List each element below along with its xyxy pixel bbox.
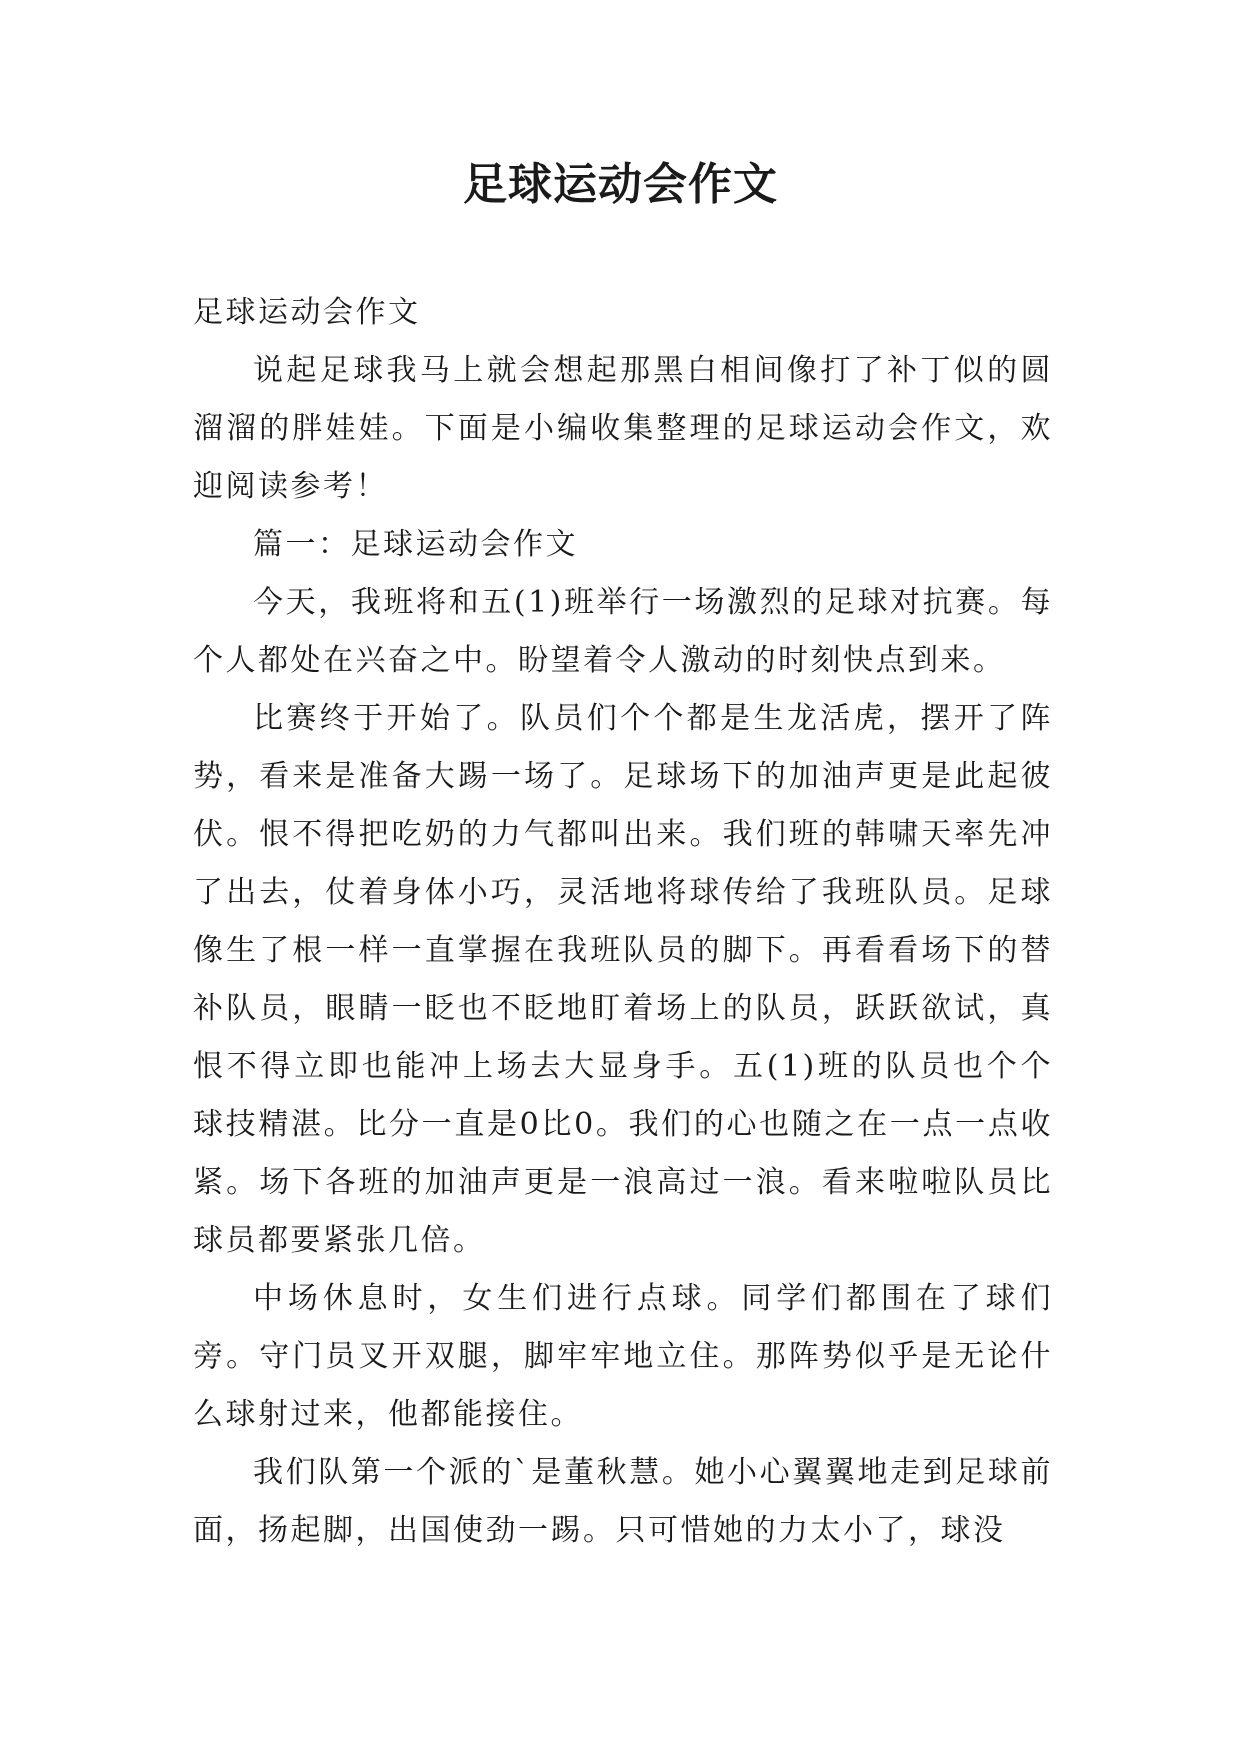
paragraph: 中场休息时，女生们进行点球。同学们都围在了球们旁。守门员叉开双腿，脚牢牢地立住。那阵势似乎是无论什么球射过来，他都能接住。 xyxy=(193,1281,1053,1432)
document-title: 足球运动会作文 xyxy=(463,159,778,210)
section-heading: 篇一：足球运动会作文 xyxy=(253,527,578,562)
document-subtitle: 足球运动会作文 xyxy=(193,295,421,330)
document-body xyxy=(193,284,1053,1560)
paragraph: 今天，我班将和五(1)班举行一场激烈的足球对抗赛。每个人都处在兴奋之中。盼望着令人激动的时刻快点到来。 xyxy=(193,585,1053,678)
paragraph-intro: 说起足球我马上就会想起那黑白相间像打了补丁似的圆溜溜的胖娃娃。下面是小编收集整理的足球运动会作文，欢迎阅读参考！ xyxy=(193,353,1053,504)
paragraph: 比赛终于开始了。队员们个个都是生龙活虎，摆开了阵势，看来是准备大踢一场了。足球场下的加油声更是此起彼伏。恨不得把吃奶的力气都叫出来。我们班的韩啸天率先冲了出去，仗着身体小巧，灵活地将球传给了我班队员。足球像生了根一样一直掌握在我班队员的脚下。再看看场下的替补队员，眼睛一眨也不眨地盯着场上的队员，跃跃欲试，真恨不得立即也能冲上场去大显身手。五(1)班的队员也个个球技精湛。比分一直是0比0。我们的心也随之在一点一点收紧。场下各班的加油声更是一浪高过一浪。看来啦啦队员比球员都要紧张几倍。 xyxy=(193,701,1053,1258)
paragraph: 我们队第一个派的`是董秋慧。她小心翼翼地走到足球前面，扬起脚，出国使劲一踢。只可惜她的力太小了，球没 xyxy=(193,1455,1053,1548)
